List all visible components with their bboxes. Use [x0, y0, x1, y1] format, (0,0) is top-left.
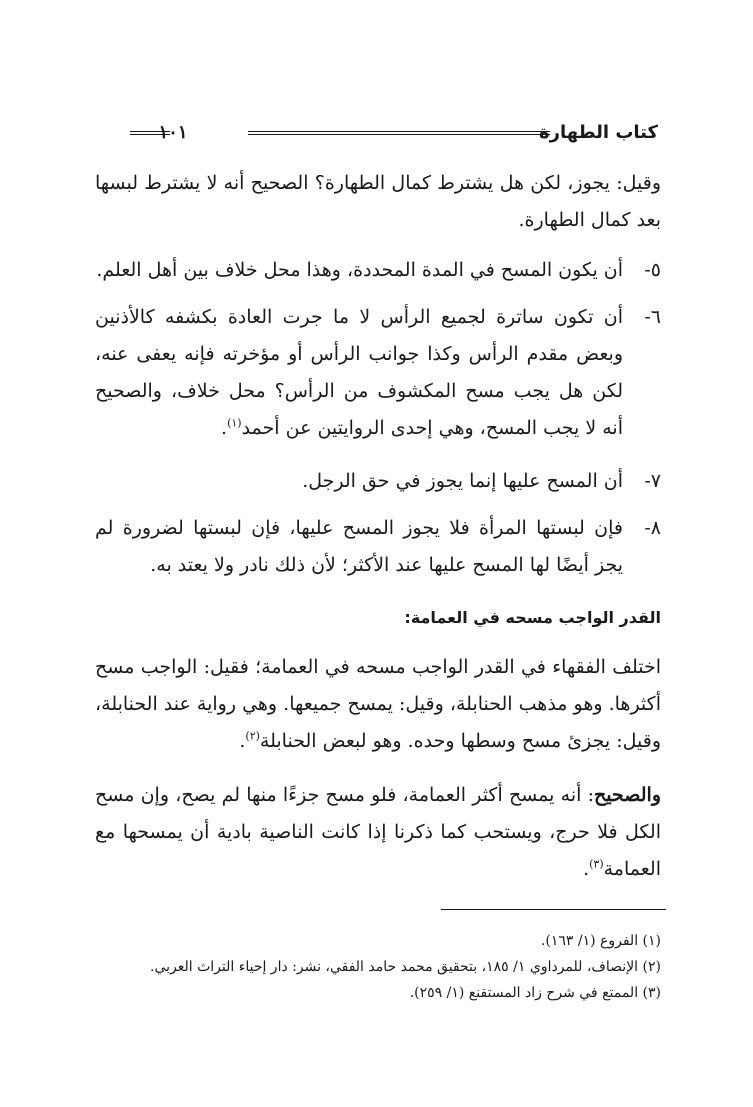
footnote: (١) الفروع (١/ ١٦٣). — [540, 933, 661, 949]
list-text: أن المسح عليها إنما يجوز في حق الرجل. — [302, 470, 623, 492]
paragraph-end: . — [583, 858, 590, 880]
paragraph-end: . — [239, 730, 246, 752]
paragraph — [95, 777, 661, 888]
header-rule — [130, 131, 170, 135]
footnote: (٢) الإنصاف، للمرداوي ١/ ١٨٥، بتحقيق محمد حامد الفقي، نشر: دار إحياء التراث العربي. — [150, 959, 661, 975]
list-item — [95, 252, 661, 289]
list-number: ٦- — [644, 306, 661, 328]
footnote-marker: (٢) — [245, 729, 260, 743]
footnote: (٣) الممتع في شرح زاد المستقنع (١/ ٢٥٩). — [409, 985, 661, 1001]
paragraph-text: اختلف الفقهاء في القدر الواجب مسحه في العمامة؛ فقيل: الواجب مسح أكثرها. وهو مذهب الحنابلة، وقيل: يمسح جميعها. وهي رواية عند الحنابلة، وقيل: يجزئ مسح وسطها وحده. وهو لبعض الحنابلة — [95, 656, 661, 752]
list-item — [95, 510, 661, 584]
footnote-marker: (٣) — [589, 857, 604, 871]
running-header — [92, 118, 658, 152]
list-number: ٧- — [644, 470, 661, 492]
list-number: ٨- — [644, 517, 661, 539]
page-number: ١٠١ — [158, 122, 188, 143]
paragraph — [95, 649, 661, 760]
list-item: ٦- أن تكون ساترة لجميع الرأس لا ما جرت العادة بكشفه كالأذنين وبعض مقدم الرأس وكذا جوانب الرأس أو مؤخرته فإنه يعفى عنه، لكن هل يجب مسح المكشوف من الرأس؟ محل خلاف، والصحيح أنه لا يجب المسح، وهي إحدى الروايتين عن أحمد$^{(١)}$. — [95, 299, 661, 447]
section-heading: القدر الواجب مسحه في العمامة: — [404, 608, 661, 627]
header-rule — [248, 131, 550, 135]
emphasis-word: والصحيح — [594, 784, 661, 806]
footnote-separator — [441, 909, 666, 910]
list-number: ٥- — [644, 259, 661, 281]
paragraph-text: : أنه يمسح أكثر العمامة، فلو مسح جزءًا منها لم يصح، وإن مسح الكل فلا حرج، ويستحب كما ذكرنا إذا كانت الناصية بادية أن يمسحها مع العمامة — [95, 784, 661, 880]
intro-text: وقيل: يجوز، لكن هل يشترط كمال الطهارة؟ الصحيح أنه لا يشترط لبسها بعد كمال الطهارة. — [95, 172, 661, 231]
footnotes — [95, 928, 661, 1006]
chapter-title: كتاب الطهارة — [538, 122, 658, 143]
list-text: أن تكون ساترة لجميع الرأس لا ما جرت العادة بكشفه كالأذنين وبعض مقدم الرأس وكذا جوانب الرأس أو مؤخرته فإنه يعفى عنه، لكن هل يجب مسح المكشوف من الرأس؟ محل خلاف، والصحيح أنه لا يجب المسح، وهي إحدى الروايتين عن أحمد — [95, 306, 623, 439]
list-text: فإن لبستها المرأة فلا يجوز المسح عليها، فإن لبستها لضرورة لم يجز أيضًا لها المسح عليها عند الأكثر؛ لأن ذلك نادر ولا يعتد به. — [95, 517, 623, 576]
list-text: أن يكون المسح في المدة المحددة، وهذا محل خلاف بين أهل العلم. — [96, 259, 623, 281]
intro-paragraph — [95, 165, 661, 239]
list-item — [95, 463, 661, 500]
footnote-marker: (١) — [227, 416, 242, 430]
